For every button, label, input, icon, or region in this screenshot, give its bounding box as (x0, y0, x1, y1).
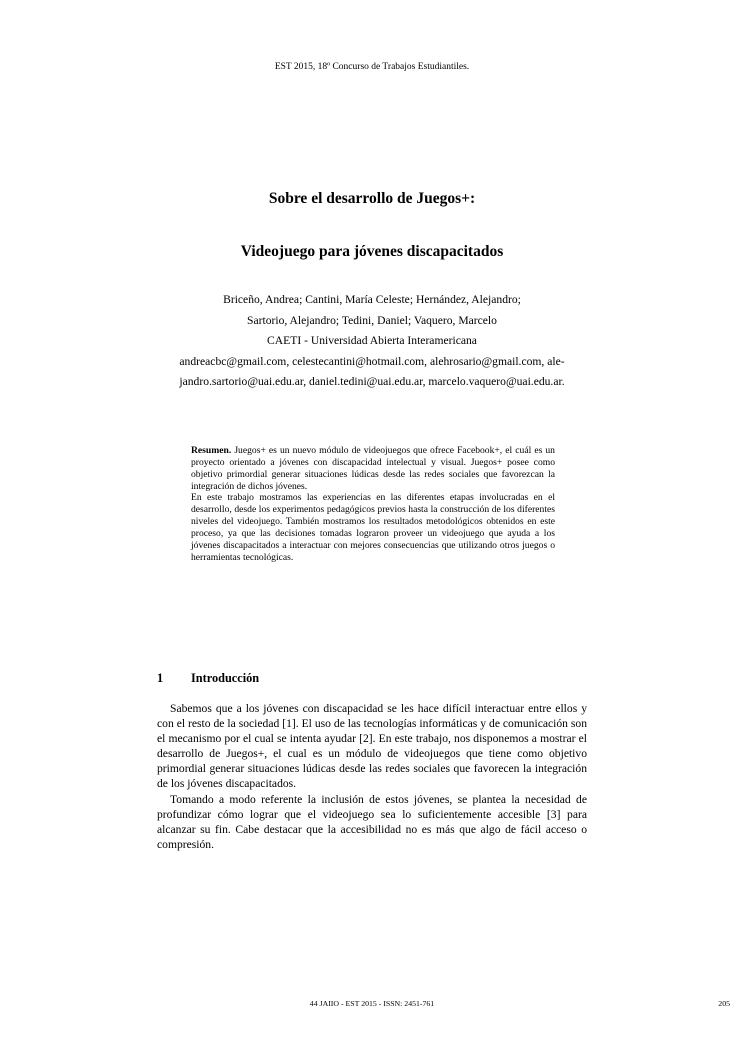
section-title: Introducción (191, 671, 260, 685)
author-block (0, 290, 744, 393)
affiliation: CAETI - Universidad Abierta Interamericana (267, 334, 477, 347)
abstract-label: Resumen. (191, 445, 232, 456)
section-heading (157, 671, 259, 686)
section-body (157, 701, 587, 852)
author-line: Sartorio, Alejandro; Tedini, Daniel; Vaquero, Marcelo (247, 313, 497, 327)
running-header: EST 2015, 18º Concurso de Trabajos Estudiantiles. (274, 62, 470, 72)
body-paragraph: Tomando a modo referente la inclusión de estos jóvenes, se plantea la necesidad de profundizar cómo lograr que el videojuego sea lo suficientemente accesible [3] para alcanzar su fin. Cabe destacar que la accesibilidad no es más que algo de fácil acceso o compresión. (157, 792, 587, 851)
email-line: jandro.sartorio@uai.edu.ar, daniel.tedini@uai.edu.ar, marcelo.vaquero@uai.edu.ar. (179, 375, 565, 388)
body-paragraph: Sabemos que a los jóvenes con discapacidad se les hace difícil interactuar entre ellos y con el resto de la sociedad [1]. El uso de las tecnologías informáticas y de comunicación son el mecanismo por el cual se intenta ayudar [2]. En este trabajo, nos disponemos a mostrar el desarrollo de Juegos+, el cual es un módulo de videojuegos que tiene como objetivo primordial generar situaciones lúdicas desde las redes sociales que favorecen la integración de los jóvenes discapacitados. (157, 702, 587, 791)
abstract-text: Juegos+ es un nuevo módulo de videojuegos que ofrece Facebook+, el cuál es un proyecto orientado a jóvenes con discapacidad intelectual y visual. Juegos+ posee como objetivo primordial generar situaciones lúdicas desde las redes sociales que favorezcan la integración de dichos jóvenes. (191, 445, 555, 492)
email-line: andreacbc@gmail.com, celestecantini@hotmail.com, alehrosario@gmail.com, ale- (179, 354, 565, 368)
paper-subtitle: Videojuego para jóvenes discapacitados (240, 243, 504, 260)
page-number: 205 (718, 999, 730, 1008)
abstract-paragraph (191, 445, 555, 492)
section-number: 1 (157, 671, 164, 685)
paper-title: Sobre el desarrollo de Juegos+: (268, 190, 476, 207)
author-line: Briceño, Andrea; Cantini, María Celeste; Hernández, Alejandro; (223, 293, 521, 306)
page-footer: 44 JAIIO - EST 2015 - ISSN: 2451-761 (309, 999, 435, 1008)
abstract-paragraph: En este trabajo mostramos las experiencias en las diferentes etapas involucradas en el desarrollo, desde los experimentos pedagógicos previos hasta la construcción de los diferentes niveles del videojuego. También mostramos los resultados metodológicos obtenidos en este proceso, ya que las decisiones tomadas lograron proveer un videojuego que ayuda a los jóvenes discapacitados a interactuar con mejores consecuencias que utilizando otros juegos o herramientas tecnológicas. (191, 492, 555, 563)
abstract (191, 445, 555, 563)
